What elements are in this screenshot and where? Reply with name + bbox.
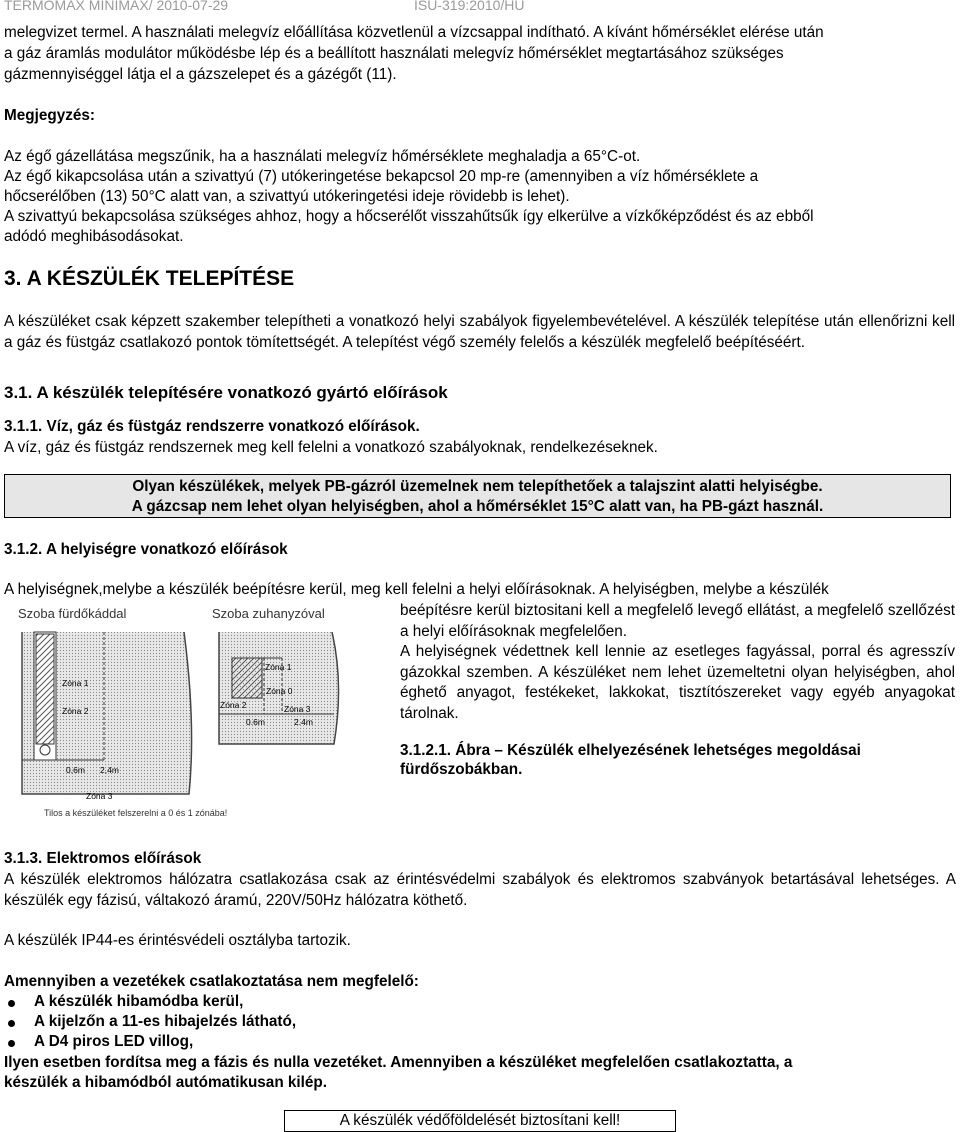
warning-line-1: Olyan készülékek, melyek PB-gázról üzemelnek nem telepíthetőek a talajszint alatti helyiségbe. bbox=[132, 478, 823, 495]
note-p3a: A szivattyú bekapcsolása szükséges ahhoz, hogy a hőcserélőt visszahűtsűk így elkerülve a vízkőképződést és az ebből bbox=[4, 208, 814, 225]
intro-line-3: gázmennyiséggel látja el a gázszelepet és a gázégőt (11). bbox=[4, 66, 397, 83]
note-p2a: Az égő kikapcsolása után a szivattyú (7) utókeringetése bekapcsol 20 mp-re (amennyiben a víz hőmérséklete a bbox=[4, 168, 759, 185]
bullet-dot bbox=[8, 1000, 15, 1007]
warning-notice-box bbox=[4, 474, 951, 518]
bullet-item-3: A D4 piros LED villog, bbox=[34, 1033, 194, 1050]
section-3-paragraph: A készüléket csak képzett szakember telepítheti a vonatkozó helyi szabályok figyelembevételével. A készülék telepítése után ellenőrizni kell a gáz és füstgáz csatlakozó pontok tömítettségét. A telepítést végő személy felelős a készülék megfelelő beépítéséért. bbox=[4, 313, 955, 351]
figure-caption: 3.1.2.1. Ábra – Készülék elhelyezésének lehetséges megoldásai fürdőszobákban. bbox=[400, 742, 861, 778]
warning-line-2: A gázcsap nem lehet olyan helyiségben, ahol a hőmérséklet 15°C alatt van, ha PB-gázt használ. bbox=[131, 498, 824, 515]
shower-tray-icon bbox=[232, 658, 262, 698]
right-dim-06: 0.6m bbox=[246, 717, 265, 727]
section-3-1-3-p2: A készülék IP44-es érintésvédeli osztályba tartozik. bbox=[4, 932, 351, 949]
bullet-dot bbox=[8, 1040, 15, 1047]
header-doc-id: TERMOMAX MINIMAX/ 2010-07-29 bbox=[4, 0, 229, 13]
right-zone0-label: Zóna 0 bbox=[266, 686, 293, 696]
section-3-1-1-title: 3.1.1. Víz, gáz és füstgáz rendszerre vonatkozó előírások. bbox=[4, 418, 420, 435]
section-3-1-2-right-text: beépítésre kerül biztositani kell a megfelelő levegő ellátást, a megfelelő szellőzést a helyi előírásoknak megfelelően. bbox=[400, 602, 955, 640]
right-zone2-label: Zóna 2 bbox=[220, 700, 247, 710]
section-3-1-3-p4a: Ilyen esetben fordítsa meg a fázis és nulla vezetéket. Amennyiben a készüléket megfelelően csatlakoztatta, a bbox=[4, 1054, 793, 1071]
bullet-dot bbox=[8, 1020, 15, 1027]
grounding-notice-box: A készülék védőföldelését biztosítani kell! bbox=[284, 1110, 676, 1132]
figure-label-bath: Szoba fürdőkáddal bbox=[18, 606, 127, 621]
section-3-1-3-p1: A készülék elektromos hálózatra csatlakozása csak az érintésvédelmi szabályok és elektromos szabványok betartásával lehetséges. A készülék egy fázisú, váltakozó áramú, 220V/50Hz hálózatra köthető. bbox=[4, 871, 956, 909]
intro-line-1: melegvizet termel. A használati melegvíz előállítása közvetlenül a vízcsappal indítható. A kívánt hőmérséklet elérése után bbox=[4, 24, 824, 41]
left-zone3-label: Zóna 3 bbox=[86, 791, 113, 801]
header-standard: ISU-319:2010/HU bbox=[414, 0, 525, 13]
section-3-1-2-title: 3.1.2. A helyiségre vonatkozó előírások bbox=[4, 541, 288, 558]
right-dim-24: 2.4m bbox=[294, 717, 313, 727]
section-3-1-2-right-text-2: A helyiségnek védettnek kell lennie az esetleges fagyással, porral és agresszív gázokkal szemben. A készüléket nem lehet üzemeltetni olyan helyiségben, ahol éghető anyagot, festékeket, lakkokat, tisztítószereket vagy egyéb anyagokat tárolnak. bbox=[400, 643, 955, 722]
note-p1: Az égő gázellátása megszűnik, ha a használati melegvíz hőmérséklete meghaladja a 65°C-ot. bbox=[4, 148, 641, 165]
bullet-item-2: A kijelzőn a 11-es hibajelzés látható, bbox=[34, 1013, 297, 1030]
note-title: Megjegyzés: bbox=[4, 107, 95, 124]
bullet-item-1: A készülék hibamódba kerül, bbox=[34, 993, 244, 1010]
section-3-1-title: 3.1. A készülék telepítésére vonatkozó gyártó előírások bbox=[4, 383, 448, 402]
left-zone2-label: Zóna 2 bbox=[62, 706, 89, 716]
section-3-1-3-p3: Amennyiben a vezetékek csatlakoztatása nem megfelelő: bbox=[4, 973, 419, 990]
section-3-title: 3. A KÉSZÜLÉK TELEPÍTÉSE bbox=[4, 267, 295, 290]
left-dim-06: 0,6m bbox=[66, 765, 85, 775]
figure-forbidden-note: Tilos a készüléket felszerelni a 0 és 1 zónába! bbox=[44, 808, 228, 818]
right-zone1-label: Zóna 1 bbox=[265, 662, 292, 672]
bathtub-icon bbox=[36, 634, 54, 744]
intro-line-2: a gáz áramlás modulátor működésbe lép és a beállított használati melegvíz hőmérséklet megtartásához szükséges bbox=[4, 45, 784, 62]
section-3-1-2-first-line: A helyiségnek,melybe a készülék beépítésre kerül, meg kell felelni a helyi előírásoknak. A helyiségben, melybe a készülék bbox=[4, 581, 829, 598]
bathroom-zones-figure bbox=[14, 604, 392, 824]
left-zone1-label: Zóna 1 bbox=[62, 678, 89, 688]
section-3-1-3-p4b: készülék a hibamódból autómatikusan kilép. bbox=[4, 1074, 328, 1091]
section-3-1-3-title: 3.1.3. Elektromos előírások bbox=[4, 850, 202, 867]
section-3-1-1-text: A víz, gáz és füstgáz rendszernek meg kell felelni a vonatkozó szabályoknak, rendelkezéseknek. bbox=[4, 439, 658, 456]
right-zone3-label: Zóna 3 bbox=[284, 704, 311, 714]
left-dim-24: 2,4m bbox=[100, 765, 119, 775]
figure-label-shower: Szoba zuhanyzóval bbox=[212, 606, 325, 621]
note-p2b: hőcserélőben (13) 50°C alatt van, a szivattyú utókeringetési ideje rövidebb is lehet). bbox=[4, 188, 570, 205]
note-p3b: adódó meghibásodásokat. bbox=[4, 228, 184, 245]
